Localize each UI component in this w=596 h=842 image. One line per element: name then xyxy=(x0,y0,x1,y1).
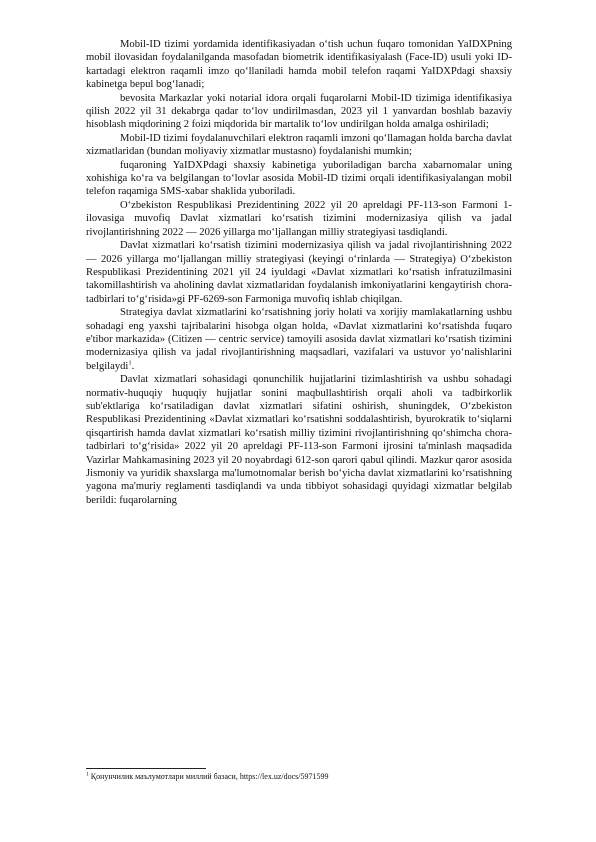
paragraph-sms-notifications: fuqaroning YaIDXPdagi shaxsiy kabinetiga yuboriladigan barcha xabarnomalar uning xohishiga ko‘ra va belgilangan to‘lovlar asosida Mobil-ID tizimi orqali identifikasiyalangan mobil telefon raqamiga SMS-xabar shaklida yuboriladi. xyxy=(86,159,512,198)
footnote xyxy=(86,772,512,782)
footnote-marker: 1 xyxy=(86,771,89,778)
paragraph-strategy-goals-text: Strategiya davlat xizmatlarini ko‘rsatishning joriy holati va xorijiy mamlakatlarning ushbu sohadagi eng yaxshi tajribalarini hisobga olgan holda, «Davlat xizmatlarini ko‘rsatishda fuqaro e'tibor markazida» (Citizen — centric service) tamoyili asosida davlat xizmatlari ko‘rsatish tizimini modernizasiya qilish va jadal rivojlantirishning maqsadlari, vazifalari va ustuvor yo‘nalishlarini belgilaydi xyxy=(86,307,512,372)
footnote-text: Қонунчилик маълумотлари миллий базаси, https://lex.uz/docs/5971599 xyxy=(88,772,329,781)
paragraph-mobile-id-users: Mobil-ID tizimi foydalanuvchilari elektron raqamli imzoni qo‘llamagan holda barcha davlat xizmatlaridan (bundan moliyaviy xizmatlar mustasno) foydalanishi mumkin; xyxy=(86,132,512,158)
paragraph-notary-identification: bevosita Markazlar yoki notarial idora orqali fuqarolarni Mobil-ID tizimiga identifikasiya qilish 2022 yil 31 dekabrga qadar to‘lov undirilmasdan, 2023 yil 1 yanvardan boshlab bazaviy hisoblash miqdorining 2 foizi miqdorida bir martalik to‘lov undirilgan holda amalga oshiriladi; xyxy=(86,92,512,131)
paragraph-mobile-id-identification: Mobil-ID tizimi yordamida identifikasiyadan o‘tish uchun fuqaro tomonidan YaIDXPning mobil ilovasidan foydalanilganda masofadan biometrik identifikasiyalash (Face-ID) usuli yoki ID-kartadagi elektron raqamli imzo qo‘llaniladi hamda mobil telefon raqami YaIDXPdagi shaxsiy kabinetga bepul bog‘lanadi; xyxy=(86,39,512,91)
footnote-divider xyxy=(86,768,206,769)
paragraph-strategy-goals xyxy=(86,306,512,373)
paragraph-strategy-origin: Davlat xizmatlari ko‘rsatish tizimini modernizasiya qilish va jadal rivojlantirishning 2022 — 2026 yillarga mo‘ljallangan milliy strategiyasi (keyingi o‘rinlarda — Strategiya) O‘zbekiston Respublikasi Prezidentining 2021 yil 24 iyuldagi «Davlat xizmatlari ko‘rsatish infratuzilmasini takomillashtirish va aholining davlat xizmatlaridan foydalanish imkoniyatlarini kengaytirish chora-tadbirlari to‘g‘risida»gi PF-6269-son Farmoniga muvofiq ishlab chiqilgan. xyxy=(86,240,512,305)
document-body xyxy=(86,38,512,507)
paragraph-legislation-systematization: Davlat xizmatlari sohasidagi qonunchilik hujjatlarini tizimlashtirish va ushbu sohadagi normativ-huquqiy huquqiy hujjatlar sonini maqbullashtirish orqali aholi va tadbirkorlik sub'ektlariga ko‘rsatiladigan davlat xizmatlari sifatini oshirish, shuningdek, O‘zbekiston Respublikasi Prezidentining «Davlat xizmatlari ko‘rsatishni soddalashtirish, byurokratik to‘siqlarni qisqartirish hamda davlat xizmatlari ko‘rsatish milliy tizimini rivojlantirishning qo‘shimcha chora-tadbirlari to‘g‘risida» 2022 yil 20 apreldagi PF-113-son Farmoni ijrosini ta'minlash maqsadida Vazirlar Mahkamasining 2023 yil 20 noyabrdagi 612-son qarori qabul qilindi. Mazkur qaror asosida Jismoniy va yuridik shaxslarga ma'lumotnomalar berish bo‘yicha davlat xizmatlarini ko‘rsatishning yagona ma'muriy reglamenti tasdiqlandi va unda tibbiyot sohasidagi quyidagi xizmatlar belgilab berildi: fuqarolarning xyxy=(86,374,512,506)
footnote-reference[interactable]: 1 xyxy=(128,359,132,367)
paragraph-strategy-approved: O‘zbekiston Respublikasi Prezidentining 2022 yil 20 apreldagi PF-113-son Farmoni 1-ilovasiga muvofiq Davlat xizmatlari ko‘rsatish tizimini modernizasiya qilish va jadal rivojlantirishning 2022 — 2026 yillarga mo‘ljallangan milliy strategiyasi tasdiqlandi. xyxy=(86,199,512,238)
paragraph-strategy-goals-end: . xyxy=(131,360,135,372)
